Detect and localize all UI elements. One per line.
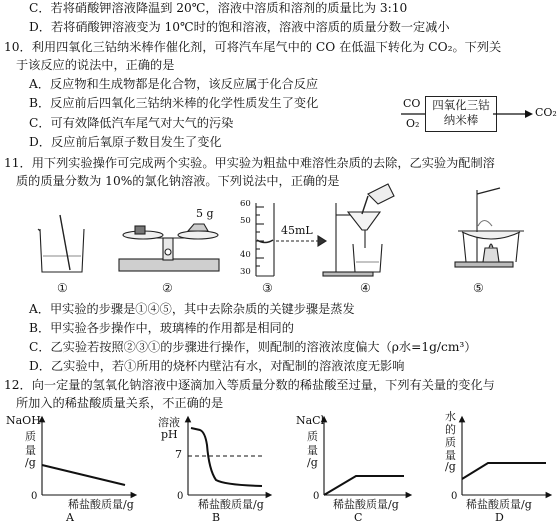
q11-option-d: D．乙实验中，若①所用的烧杯内壁沾有水，对配制的溶液浓度无影响: [29, 359, 405, 373]
q12-stem-line2: 所加入的稀盐酸质量关系，不正确的是: [16, 396, 224, 410]
graph-d-ylabel-2: 的: [445, 423, 456, 436]
graph-c-ylabel-1: NaCl: [296, 414, 325, 427]
q10-option-c: C．可有效降低汽车尾气对大气的污染: [29, 116, 234, 130]
figure-label-5: ⑤: [473, 281, 484, 295]
figure-label-1: ①: [57, 281, 68, 295]
q10-option-b: B．反应前后四氧化三钴纳米棒的化学性质发生了变化: [29, 96, 319, 110]
cyl-tick-50: 50: [240, 216, 251, 226]
cyl-tick-30: 30: [240, 267, 251, 277]
graph-b-xlabel: 稀盐酸质量/g: [198, 498, 264, 511]
graph-a-ylabel-2: 质: [25, 430, 36, 443]
graph-c-ylabel-4: /g: [307, 456, 318, 469]
graph-d-ylabel-4: 量: [445, 449, 456, 462]
q11-option-c: C．乙实验若按照②③①的步骤进行操作，则配制的溶液浓度偏大（ρ水=1g/cm³）: [29, 340, 477, 354]
q10-stem-line2: 于该反应的说法中，正确的是: [16, 58, 175, 72]
graph-d-ylabel-3: 质: [445, 436, 456, 449]
graph-d-ylabel-5: /g: [445, 460, 456, 473]
cyl-tick-40: 40: [240, 250, 251, 260]
graph-a: [42, 418, 135, 495]
graph-a-origin: 0: [31, 491, 38, 502]
graph-b-ylabel-2: pH: [161, 428, 178, 441]
balance-weight-label: 5 g: [196, 207, 214, 220]
figure-label-3: ③: [262, 281, 273, 295]
graph-b: [188, 418, 270, 495]
graph-d: [462, 418, 550, 495]
graph-a-ylabel-1: NaOH: [6, 414, 41, 427]
q10-stem-line1: 10．利用四氧化三钴纳米棒作催化剂，可将汽车尾气中的 CO 在低温下转化为 CO₂。下列关: [4, 40, 502, 54]
figure-label-4: ④: [360, 281, 371, 295]
graph-c-letter: C: [354, 511, 363, 524]
graph-b-ph-7: 7: [175, 448, 182, 461]
q11-stem-line2: 质的质量分数为 10%的氯化钠溶液。下列说法中，正确的是: [16, 174, 340, 188]
graph-b-ylabel-1: 溶液: [158, 416, 180, 429]
graph-d-ylabel-1: 水: [445, 410, 456, 423]
graph-c-ylabel-2: 质: [307, 430, 318, 443]
product-co2: CO₂: [535, 106, 557, 119]
q9-option-c: C．若将硝酸钾溶液降温到 20℃，溶液中溶质和溶剂的质量比为 3:10: [29, 1, 408, 15]
q12-stem-line1: 12．向一定量的氢氧化钠溶液中逐滴加入等质量分数的稀盐酸至过量，下列有关量的变化与: [4, 378, 495, 392]
reactant-o2: O₂: [406, 117, 420, 130]
graph-a-ylabel-3: 量: [25, 444, 36, 457]
catalyst-label-1: 四氧化三钴: [432, 98, 490, 112]
graph-d-letter: D: [495, 511, 504, 524]
graph-c-ylabel-3: 量: [307, 444, 318, 457]
cyl-tick-60: 60: [240, 199, 251, 209]
q10-option-a: A．反应物和生成物都是化合物，该反应属于化合反应: [29, 77, 319, 91]
q9-option-d: D．若将硝酸钾溶液变为 10℃时的饱和溶液，溶液中溶质的质量分数一定减小: [29, 20, 450, 34]
graph-c: [324, 418, 410, 495]
cylinder-reading: 45mL: [281, 224, 313, 237]
q10-option-d: D．反应前后氧原子数目发生了变化: [29, 135, 222, 149]
graph-d-origin: 0: [451, 491, 458, 502]
graph-b-origin: 0: [177, 491, 184, 502]
graph-c-xlabel: 稀盐酸质量/g: [333, 498, 399, 511]
graph-d-xlabel: 稀盐酸质量/g: [466, 498, 532, 511]
q11-stem-line1: 11．用下列实验操作可完成两个实验。甲实验为粗盐中难溶性杂质的去除，乙实验为配制溶: [4, 156, 495, 170]
q11-option-a: A．甲实验的步骤是①④⑤，其中去除杂质的关键步骤是蒸发: [29, 302, 355, 316]
reactant-co: CO: [403, 97, 421, 110]
graph-a-xlabel: 稀盐酸质量/g: [68, 498, 134, 511]
graph-c-origin: 0: [313, 491, 320, 502]
figure-label-2: ②: [162, 281, 173, 295]
q11-option-b: B．甲实验各步操作中，玻璃棒的作用都是相同的: [29, 321, 294, 335]
graph-b-letter: B: [212, 511, 221, 524]
graph-a-letter: A: [66, 511, 74, 524]
graph-a-ylabel-4: /g: [25, 456, 36, 469]
catalyst-label-2: 纳米棒: [443, 113, 479, 127]
